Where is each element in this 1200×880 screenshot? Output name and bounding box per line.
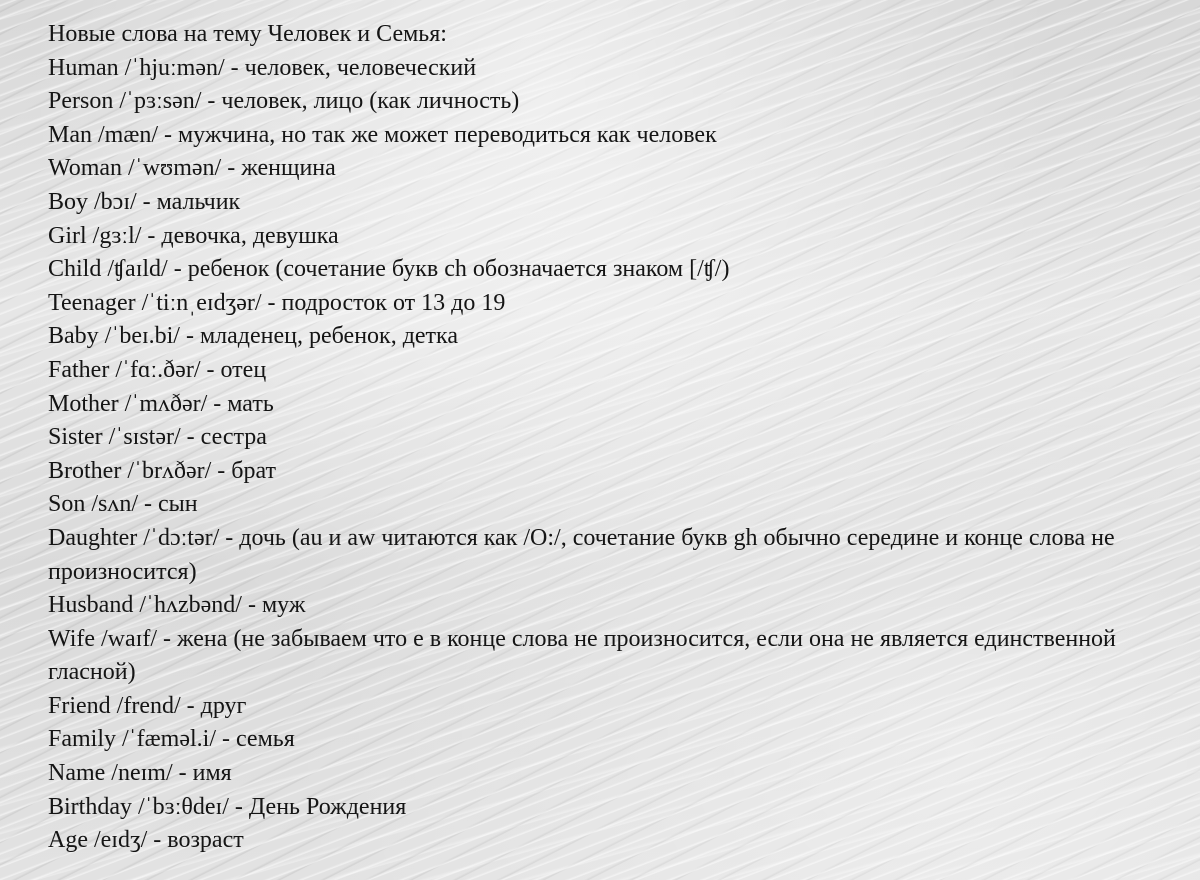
vocab-entry-father: Father /ˈfɑː.ðər/ - отец (48, 356, 267, 383)
vocab-entry-husband: Husband /ˈhʌzbənd/ - муж (48, 592, 306, 619)
vocab-entry-daughter: Daughter /ˈdɔːtər/ - дочь (au и aw читаются как /O:/, сочетание букв gh обычно середине и конце слова не произносится) (48, 524, 1115, 585)
vocab-entry-baby: Baby /ˈbeɪ.bi/ - младенец, ребенок, детка (48, 323, 458, 350)
vocab-entry-mother: Mother /ˈmʌðər/ - мать (48, 390, 274, 417)
vocab-entry-girl: Girl /gɜːl/ - девочка, девушка (48, 222, 339, 249)
vocab-entry-son: Son /sʌn/ - сын (48, 491, 198, 518)
vocab-entry-birthday: Birthday /ˈbɜːθdeɪ/ - День Рождения (48, 793, 407, 820)
vocab-entry-wife: Wife /waɪf/ - жена (не забываем что e в конце слова не произносится, если она не является единственной гласной) (48, 625, 1116, 686)
vocab-entry-man: Man /mæn/ - мужчина, но так же может переводиться как человек (48, 121, 717, 148)
vocab-entry-friend: Friend /frend/ - друг (48, 692, 247, 719)
vocab-entry-teenager: Teenager /ˈtiːnˌeɪdʒər/ - подросток от 13 до 19 (48, 289, 506, 316)
vocab-entry-name: Name /neɪm/ - имя (48, 760, 232, 787)
vocab-entry-boy: Boy /bɔɪ/ - мальчик (48, 188, 241, 215)
vocab-entry-woman: Woman /ˈwʊmən/ - женщина (48, 155, 336, 182)
vocabulary-list (48, 18, 1178, 858)
vocab-entry-family: Family /ˈfæməl.i/ - семья (48, 726, 295, 753)
vocab-entry-age: Age /eɪdʒ/ - возраст (48, 827, 244, 854)
list-heading: Новые слова на тему Человек и Семья: (48, 21, 447, 47)
vocab-entry-person: Person /ˈpɜːsən/ - человек, лицо (как личность) (48, 88, 520, 115)
vocab-entry-sister: Sister /ˈsɪstər/ - сестра (48, 424, 267, 451)
vocab-entry-child: Child /ʧaɪld/ - ребенок (сочетание букв ch обозначается знаком [/ʧ/) (48, 256, 730, 283)
vocab-entry-brother: Brother /ˈbrʌðər/ - брат (48, 457, 276, 484)
vocab-entry-human: Human /ˈhjuːmən/ - человек, человеческий (48, 54, 477, 81)
